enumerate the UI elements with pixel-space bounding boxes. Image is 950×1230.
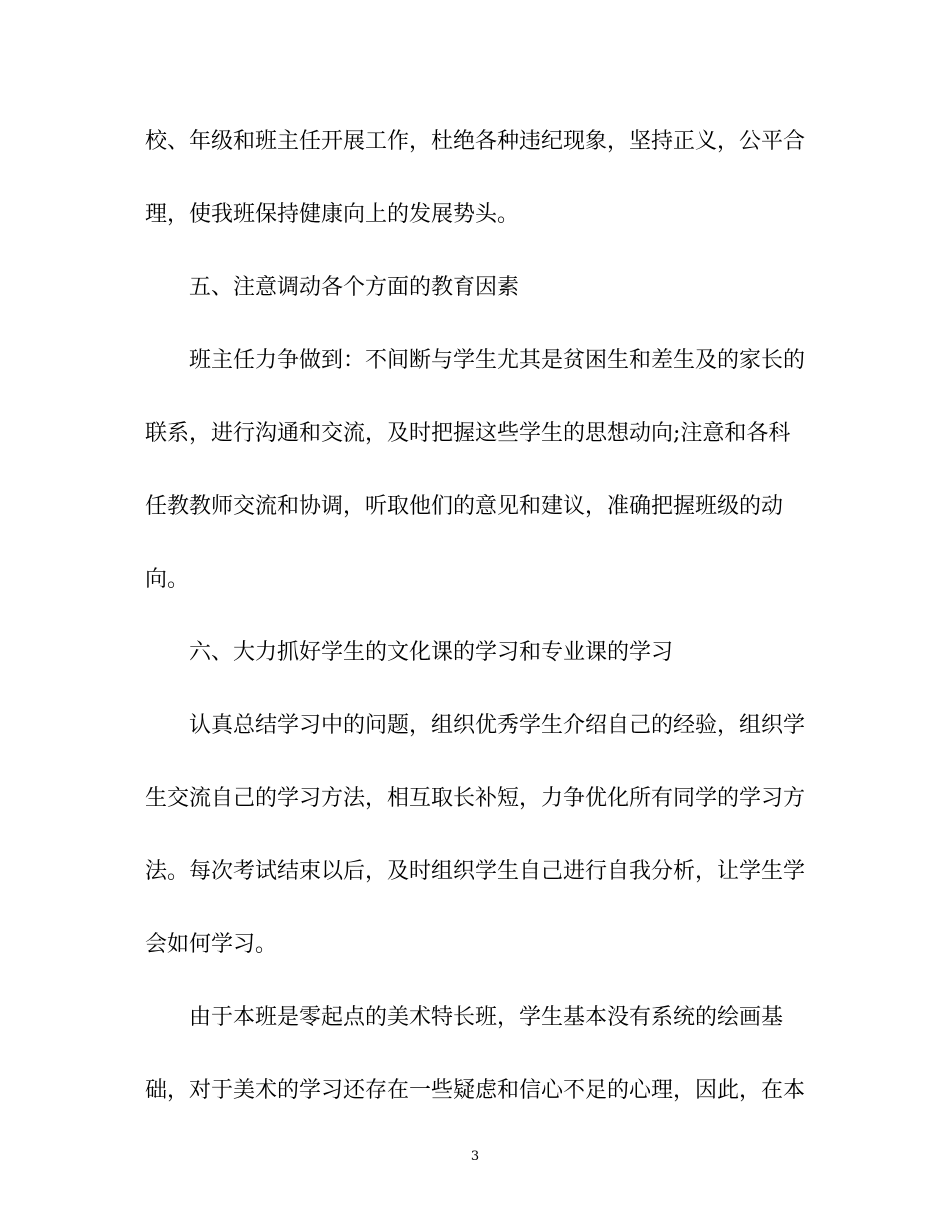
text-line: 法。每次考试结束以后，及时组织学生自己进行自我分析，让学生学 <box>145 859 806 884</box>
section-heading: 五、注意调动各个方面的教育因素 <box>189 275 520 300</box>
text-line: 会如何学习。 <box>145 932 278 957</box>
text-line: 班主任力争做到：不间断与学生尤其是贫困生和差生及的家长的 <box>189 348 806 373</box>
text-line: 由于本班是零起点的美术特长班，学生基本没有系统的绘画基 <box>189 1005 784 1030</box>
text-line: 联系，进行沟通和交流，及时把握这些学生的思想动向;注意和各科 <box>145 421 791 446</box>
text-line: 任教教师交流和协调，听取他们的意见和建议，准确把握班级的动 <box>145 494 784 519</box>
text-line: 向。 <box>145 567 190 592</box>
text-line: 础，对于美术的学习还存在一些疑虑和信心不足的心理，因此，在本 <box>145 1078 806 1103</box>
text-line: 理，使我班保持健康向上的发展势头。 <box>145 202 520 227</box>
page-number: 3 <box>470 1149 480 1164</box>
text-line: 校、年级和班主任开展工作，杜绝各种违纪现象，坚持正义，公平合 <box>145 129 806 154</box>
text-line: 生交流自己的学习方法，相互取长补短，力争优化所有同学的学习方 <box>145 786 806 811</box>
text-line: 认真总结学习中的问题，组织优秀学生介绍自己的经验，组织学 <box>189 713 806 738</box>
section-heading: 六、大力抓好学生的文化课的学习和专业课的学习 <box>189 640 674 665</box>
